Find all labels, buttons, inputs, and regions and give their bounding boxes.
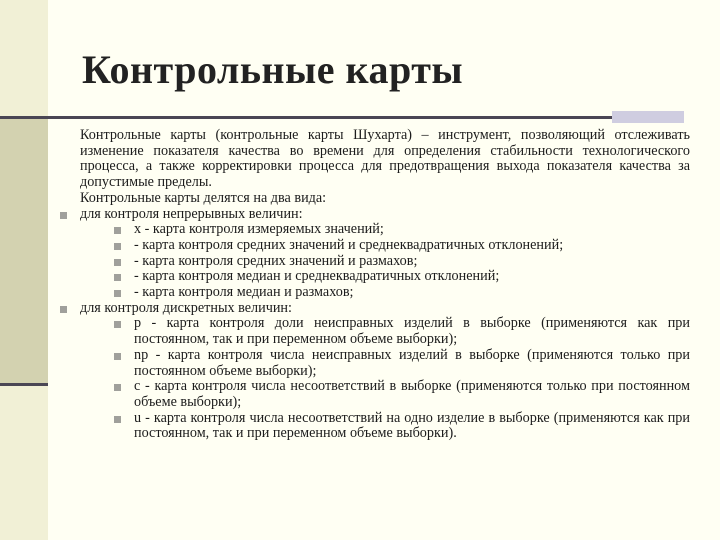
list-item: x - карта контроля измеряемых значений; — [80, 222, 690, 238]
square-bullet-icon — [114, 290, 121, 297]
slide-title: Контрольные карты — [82, 47, 464, 92]
group-discrete — [80, 301, 690, 317]
square-bullet-icon — [114, 227, 121, 234]
list-item: np - карта контроля числа неисправных изделий в выборке (применяются только при постоянном объеме выборки); — [80, 348, 690, 379]
list-item: u - карта контроля числа несоответствий на одно изделие в выборке (применяются как при постоянном, так и при переменном объеме выборки). — [80, 411, 690, 442]
square-bullet-icon — [114, 416, 121, 423]
square-bullet-icon — [114, 353, 121, 360]
group-label: для контроля дискретных величин: — [80, 299, 292, 316]
list-item: - карта контроля медиан и среднеквадратичных отклонений; — [80, 269, 690, 285]
square-bullet-icon — [60, 212, 67, 219]
title-divider — [0, 116, 673, 119]
square-bullet-icon — [114, 384, 121, 391]
square-bullet-icon — [114, 274, 121, 281]
left-decor-bar — [0, 118, 48, 384]
left-decor-tick — [0, 383, 48, 386]
group-label: для контроля непрерывных величин: — [80, 205, 303, 222]
division-intro: Контрольные карты делятся на два вида: — [80, 189, 327, 206]
square-bullet-icon — [114, 243, 121, 250]
list-item: - карта контроля средних значений и среднеквадратичных отклонений; — [80, 238, 690, 254]
group-continuous — [80, 207, 690, 223]
list-item: c - карта контроля числа несоответствий в выборке (применяются только при постоянном объеме выборки); — [80, 379, 690, 410]
list-item: - карта контроля средних значений и размахов; — [80, 254, 690, 270]
square-bullet-icon — [114, 321, 121, 328]
slide-body — [80, 128, 690, 442]
title-divider-accent — [612, 111, 684, 123]
list-item: - карта контроля медиан и размахов; — [80, 285, 690, 301]
list-item: p - карта контроля доли неисправных изделий в выборке (применяются как при постоянном, так и при переменном объеме выборки); — [80, 316, 690, 347]
definition-paragraph: Контрольные карты (контрольные карты Шухарта) – инструмент, позволяющий отслеживать изменение показателя качества во времени для определения стабильности технологического процесса, а также корректировки процесса для предотвращения выхода показателя качества за допустимые пределы. — [80, 127, 690, 191]
square-bullet-icon — [114, 259, 121, 266]
square-bullet-icon — [60, 306, 67, 313]
